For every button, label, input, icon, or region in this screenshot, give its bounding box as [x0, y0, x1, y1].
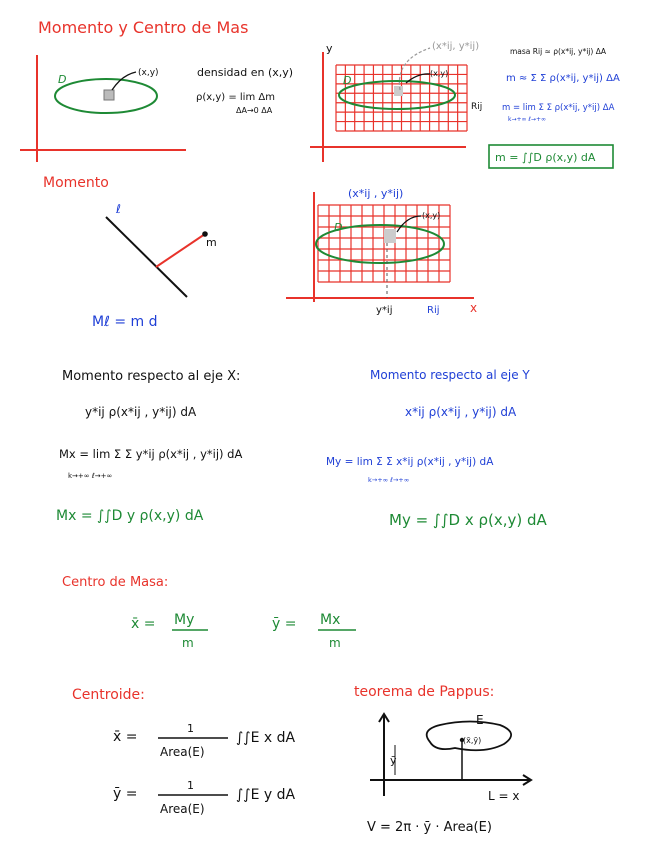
pappus-L-label: L = x — [488, 789, 520, 803]
mx-line2-sub: k→+∞ ℓ→+∞ — [68, 472, 113, 480]
my-line2-sub: k→+∞ ℓ→+∞ — [368, 476, 410, 484]
grid2-point-label: (x,y) — [422, 211, 441, 220]
mx-line3: Mx = ∫∫D y ρ(x,y) dA — [56, 508, 204, 524]
my-heading: Momento respecto al eje Y — [370, 368, 530, 382]
sum-line: m ≈ Σ Σ ρ(x*ij, y*ij) ΔA — [506, 73, 620, 84]
grid-diagram-2 — [286, 187, 477, 316]
limit-line: m = lim Σ Σ ρ(x*ij, y*ij) ΔA — [502, 103, 615, 113]
ybar-num: Mx — [320, 612, 341, 628]
masa-line: masa Rij ≈ ρ(x*ij, y*ij) ΔA — [510, 47, 606, 56]
centroide-x-int: ∫∫E x dA — [236, 730, 296, 746]
density-caption: densidad en (x,y) — [197, 66, 294, 79]
mx-line2: Mx = lim Σ Σ y*ij ρ(x*ij , y*ij) dA — [59, 447, 243, 461]
density-diagram — [20, 55, 293, 162]
centroide-x-den: Area(E) — [160, 745, 205, 759]
my-line3: My = ∫∫D x ρ(x,y) dA — [389, 511, 547, 529]
momento-diagram — [106, 202, 217, 297]
pappus-formula: V = 2π · ȳ · Area(E) — [367, 820, 492, 835]
moment-formula: Mℓ = m d — [92, 314, 158, 330]
density-formula: ρ(x,y) = lim Δm — [196, 92, 275, 103]
grid1-cell-highlight — [394, 86, 403, 96]
mass-label: m — [206, 236, 217, 249]
xbar-num: My — [174, 612, 195, 628]
pappus-heading: teorema de Pappus: — [354, 684, 495, 700]
small-area-square — [104, 90, 114, 100]
point-label: (x,y) — [138, 68, 159, 78]
centroide-y-int: ∫∫E y dA — [236, 787, 296, 803]
line-l-label: ℓ — [116, 202, 121, 216]
centroide-x-lhs: x̄ = — [113, 729, 138, 745]
limit-sub: k→+∞ ℓ→+∞ — [508, 116, 546, 123]
pappus-ybar-label: ȳ — [390, 754, 397, 767]
mx-heading: Momento respecto al eje X: — [62, 369, 241, 384]
centroide-heading: Centroide: — [72, 687, 145, 703]
pappus-E-label: E — [476, 713, 484, 727]
ybar-den: m — [329, 636, 341, 650]
grid2-D-label: D — [334, 221, 343, 234]
grid2-x-label: x — [470, 301, 478, 315]
grid-diagram-1 — [310, 41, 482, 162]
xbar-den: m — [182, 636, 194, 650]
pappus-diagram — [370, 713, 531, 803]
centroide-y-den: Area(E) — [160, 802, 205, 816]
momento-heading: Momento — [43, 175, 109, 191]
grid1-point-label: (x,y) — [430, 69, 449, 78]
pappus-point-label: (x̄,ȳ) — [463, 736, 482, 745]
ybar-lhs: ȳ = — [272, 616, 297, 632]
grid1-y-label: y — [326, 42, 333, 55]
distance-segment — [156, 234, 205, 267]
my-line2: My = lim Σ Σ x*ij ρ(x*ij , y*ij) dA — [326, 456, 494, 468]
xbar-lhs: x̄ = — [131, 616, 156, 632]
centroide-y-lhs: ȳ = — [113, 786, 138, 802]
centro-heading: Centro de Masa: — [62, 575, 169, 590]
mx-line1: y*ij ρ(x*ij , y*ij) dA — [85, 405, 197, 419]
page-title: Momento y Centro de Mas — [38, 18, 249, 37]
grid2-cell-highlight — [384, 229, 396, 243]
density-formula-den: ΔA→0 ΔA — [236, 106, 273, 115]
grid2-top-label: (x*ij , y*ij) — [348, 187, 404, 200]
my-line1: x*ij ρ(x*ij , y*ij) dA — [405, 405, 517, 419]
region-D-label: D — [58, 73, 67, 86]
boxed-mass-formula: m = ∫∫D ρ(x,y) dA — [495, 151, 596, 164]
centroide-x-num: 1 — [187, 722, 194, 735]
grid2-Rij-label: Rij — [427, 305, 440, 316]
line-l — [106, 217, 187, 297]
grid2-y-tick: y*ij — [376, 305, 393, 316]
centroide-y-num: 1 — [187, 779, 194, 792]
sample-point-label: (x*ij, y*ij) — [432, 41, 480, 52]
grid1-Rij-label: Rij — [471, 102, 483, 112]
grid1-D-label: D — [343, 74, 352, 87]
